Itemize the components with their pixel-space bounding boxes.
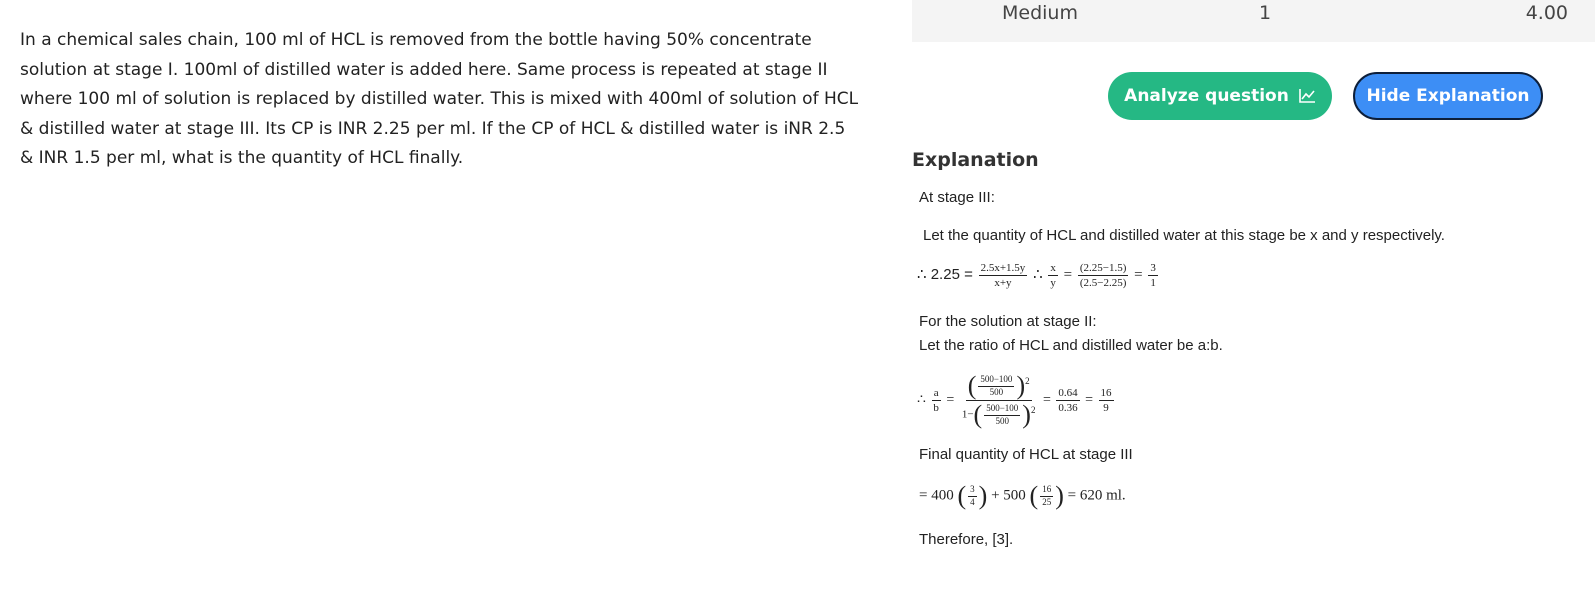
stage-2-label: For the solution at stage II: <box>919 313 1097 330</box>
let-quantity-text: Let the quantity of HCL and distilled water at this stage be x and y respectively. <box>923 227 1445 244</box>
therefore-answer: Therefore, [3]. <box>919 531 1014 548</box>
eq1-fraction-4: $\frac{3}{1}$ <box>1150 262 1156 290</box>
explanation-title: Explanation <box>912 149 1039 171</box>
eq1-fraction-2: $\frac{x}{y}$ <box>1050 262 1056 290</box>
eq1-equals-2: = <box>1134 267 1143 284</box>
eq1-fraction-3: $\frac{(2.25-1.5)}{(2.5-2.25)}$ <box>1079 262 1127 290</box>
eq2-equals-1: = <box>946 392 955 408</box>
eq2-ratio-2: $\frac{16}{9}$ <box>1100 386 1112 414</box>
eq3-fraction-1: $\frac{3}{4}$ <box>970 483 975 507</box>
eq1-equals-1: = <box>1063 267 1073 284</box>
difficulty-value: Medium <box>1002 2 1078 24</box>
analyze-question-button[interactable] <box>1108 72 1332 120</box>
eq2-big-fraction: ( $\frac{500-100}{500}$ )$^2$ 1−( $\frac{500-100}{500}$ )$^2$ <box>961 371 1036 429</box>
equation-ab-ratio <box>917 373 1116 428</box>
stats-bar <box>912 0 1595 42</box>
eq3-prefix: = 400 <box>919 487 954 504</box>
eq2-therefore: ∴ <box>917 392 926 408</box>
hide-button-label: Hide Explanation <box>1366 86 1530 106</box>
line-chart-icon <box>1298 88 1316 104</box>
hide-explanation-button[interactable] <box>1353 72 1543 120</box>
eq2-ab-fraction: $\frac{a}{b}$ <box>933 386 939 414</box>
eq3-plus: + 500 <box>991 487 1026 504</box>
count-value: 1 <box>1259 2 1272 24</box>
stage-3-label: At stage III: <box>919 189 995 206</box>
eq2-equals-2: = <box>1042 392 1051 408</box>
score-value: 4.00 <box>1525 2 1568 24</box>
eq3-fraction-2: $\frac{16}{25}$ <box>1042 483 1052 507</box>
eq2-ratio-1: $\frac{0.64}{0.36}$ <box>1058 386 1078 414</box>
equation-cp-ratio <box>917 262 1160 289</box>
analyze-button-label: Analyze question <box>1124 86 1289 106</box>
question-text: In a chemical sales chain, 100 ml of HCL is removed from the bottle having 50% concentrate solution at stage I. 100ml of distilled water is added here. Same process is repeated at stage II where 100 ml of solution is replaced by distilled water. This is mixed with 400ml of solution of HCL & distilled water at stage III. Its CP is INR 2.25 per ml. If the CP of HCL & distilled water is iNR 2.5 & INR 1.5 per ml, what is the quantity of HCL finally. <box>20 30 859 169</box>
eq2-equals-3: = <box>1085 392 1094 408</box>
eq1-therefore: ∴ <box>1033 267 1043 284</box>
eq1-fraction-1: $\frac{2.5x+1.5y}{x+y}$ <box>980 262 1026 290</box>
equation-final-quantity: = 400 ( $\frac{3}{4}$ ) + 500 ( $\frac{16}{25}$ ) = 620 ml. <box>919 481 1126 510</box>
final-quantity-label: Final quantity of HCL at stage III <box>919 446 1133 463</box>
eq1-lhs: ∴ 2.25 = <box>917 266 973 284</box>
eq3-result: = 620 ml. <box>1067 487 1126 504</box>
let-ratio-text: Let the ratio of HCL and distilled water be a:b. <box>919 337 1223 354</box>
